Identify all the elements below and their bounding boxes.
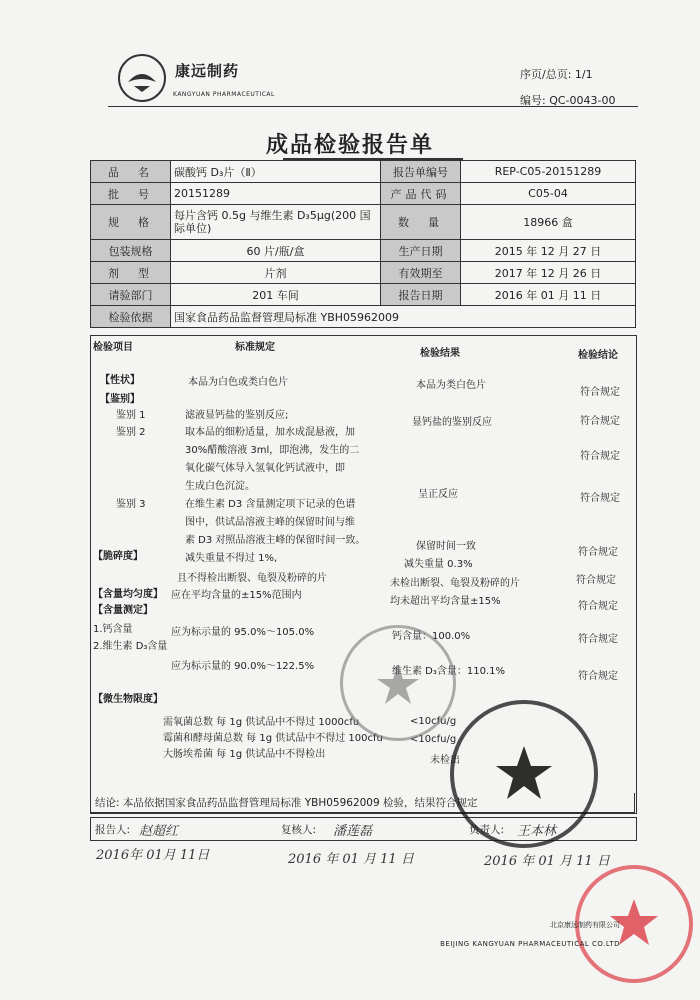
product-value: 碳酸钙 D₃片（Ⅱ）	[171, 161, 381, 183]
ca-std: 应为标示量的 95.0%～105.0%	[171, 627, 315, 638]
eagle-logo-icon	[120, 56, 164, 100]
ident2-conclusion: 符合规定	[580, 451, 620, 462]
date-label: 报告日期	[381, 284, 461, 306]
assay-conclusion: 符合规定	[578, 601, 618, 612]
batch-label: 批 号	[91, 183, 171, 205]
vd-std: 应为标示量的 90.0%～122.5%	[171, 661, 315, 672]
header-divider	[108, 106, 638, 107]
spec-value: 每片含钙 0.5g 与维生素 D₃5μg(200 国际单位)	[171, 205, 381, 240]
ident1-label: 鉴别 1	[116, 410, 146, 421]
reporter-label: 报告人:	[95, 824, 131, 836]
ident1-std: 滤液显钙盐的鉴别反应;	[185, 410, 289, 421]
friab-std-1: 减失重量不得过 1%,	[185, 553, 278, 564]
micro3-std: 大肠埃希菌 每 1g 供试品中不得检出	[163, 749, 326, 760]
reporter-date: 2016年 01月 11日	[96, 848, 210, 863]
reporter-signature: 赵超红	[139, 824, 179, 839]
friab-result-1: 减失重量 0.3%	[404, 559, 473, 570]
reviewer-label: 复核人:	[281, 824, 317, 836]
ident3-std-3: 素 D3 对照品溶液主峰的保留时间一致。	[185, 535, 366, 546]
footer-company-en: BEIJING KANGYUAN PHARMACEUTICAL CO.LTD	[440, 940, 620, 948]
report-no-label: 报告单编号	[381, 161, 461, 183]
unif-std: 应在平均含量的±15%范围内	[171, 590, 302, 601]
head-label: 负责人:	[469, 824, 505, 836]
ident2-result: 呈正反应	[418, 489, 458, 500]
micro1-std: 需氧菌总数 每 1g 供试品中不得过 1000cfu	[163, 717, 360, 728]
ident-heading: 【鉴别】	[100, 394, 140, 405]
ident2-std-3: 氧化碳气体导入氢氧化钙试液中，即	[185, 463, 345, 474]
char-heading: 【性状】	[100, 375, 140, 386]
spec-label: 规 格	[91, 205, 171, 240]
col-std: 标准规定	[235, 342, 275, 353]
ident3-std-1: 在维生素 D3 含量测定项下记录的色谱	[185, 499, 356, 510]
reviewer-date: 2016 年 01 月 11 日	[288, 852, 414, 867]
ident3-result: 保留时间一致	[416, 541, 476, 552]
micro2-result: <10cfu/g	[410, 734, 457, 745]
qc-stamp-kangyuan	[450, 700, 598, 848]
company-logo	[118, 54, 166, 102]
micro3-result: 未检出	[430, 755, 460, 766]
ident3-conclusion: 符合规定	[580, 493, 620, 504]
col-conclusion: 检验结论	[578, 350, 618, 361]
footer-company-cn: 北京康远制药有限公司	[550, 921, 620, 929]
assay-heading: 【含量测定】	[93, 605, 153, 616]
qty-label: 数 量	[381, 205, 461, 240]
unif-conclusion: 符合规定	[576, 575, 616, 586]
page-title: 成品检验报告单	[265, 133, 434, 158]
col-item: 检验项目	[93, 342, 133, 353]
dept-label: 请验部门	[91, 284, 171, 306]
mfg-value: 2015 年 12 月 27 日	[461, 240, 636, 262]
stamp-star-icon	[343, 628, 453, 738]
unif-result: 均未超出平均含量±15%	[390, 596, 501, 607]
ident1-result: 显钙盐的鉴别反应	[412, 417, 492, 428]
batch-value: 20151289	[171, 183, 381, 205]
conclusion: 结论: 本品依据国家食品药品监督管理局标准 YBH05962009 检验，结果符合规定	[90, 793, 635, 813]
friab-std-2: 且不得检出断裂、龟裂及粉碎的片	[177, 573, 327, 584]
head-signature: 王本林	[517, 824, 557, 839]
ident3-label: 鉴别 3	[116, 499, 146, 510]
info-table	[90, 160, 636, 328]
brand-name-en: KANGYUAN PHARMACEUTICAL	[173, 91, 275, 98]
code-value: C05-04	[461, 183, 636, 205]
pack-value: 60 片/瓶/盒	[171, 240, 381, 262]
micro-heading: 【微生物限度】	[93, 694, 163, 705]
reviewer-signature: 潘莲磊	[333, 824, 373, 839]
page-number: 序页/总页: 1/1	[520, 68, 593, 81]
friab-heading: 【脆碎度】	[93, 551, 143, 562]
doc-number: 编号: QC-0043-00	[520, 94, 616, 107]
date-value: 2016 年 01 月 11 日	[461, 284, 636, 306]
basis-label: 检验依据	[91, 306, 171, 328]
unif-heading: 【含量均匀度】	[93, 589, 163, 600]
ident1-conclusion: 符合规定	[580, 416, 620, 427]
form-value: 片剂	[171, 262, 381, 284]
pack-label: 包装规格	[91, 240, 171, 262]
mfg-label: 生产日期	[381, 240, 461, 262]
char-std: 本品为白色或类白色片	[188, 377, 288, 388]
ca-conclusion: 符合规定	[578, 634, 618, 645]
basis-value: 国家食品药品监督管理局标准 YBH05962009	[171, 306, 636, 328]
char-conclusion: 符合规定	[580, 387, 620, 398]
ca-label: 1.钙含量	[93, 624, 133, 635]
exp-label: 有效期至	[381, 262, 461, 284]
product-label: 品 名	[91, 161, 171, 183]
friab-conclusion: 符合规定	[578, 547, 618, 558]
friab-result-2: 未检出断裂、龟裂及粉碎的片	[390, 578, 520, 589]
micro2-std: 霉菌和酵母菌总数 每 1g 供试品中不得过 100cfu	[163, 733, 383, 744]
form-label: 剂 型	[91, 262, 171, 284]
ident2-std-1: 取本品的细粉适量，加水成混悬液，加	[185, 427, 355, 438]
qty-value: 18966 盒	[461, 205, 636, 240]
ident3-std-2: 图中，供试品溶液主峰的保留时间与维	[185, 517, 355, 528]
report-no-value: REP-C05-20151289	[461, 161, 636, 183]
col-result: 检验结果	[420, 348, 460, 359]
ident2-std-2: 30%醋酸溶液 3ml，即泡沸，发生的二	[185, 445, 360, 456]
vd-result: 维生素 D₃含量：110.1%	[392, 666, 506, 677]
code-label: 产品代码	[381, 183, 461, 205]
char-result: 本品为类白色片	[416, 380, 486, 391]
stamp-star-icon	[454, 704, 594, 844]
micro1-result: <10cfu/g	[410, 716, 457, 727]
exp-value: 2017 年 12 月 26 日	[461, 262, 636, 284]
ident2-std-4: 生成白色沉淀。	[185, 481, 255, 492]
brand-name-cn: 康远制药	[175, 62, 240, 80]
vd-label: 2.维生素 D₃含量	[93, 641, 168, 652]
vd-conclusion: 符合规定	[578, 671, 618, 682]
dept-value: 201 车间	[171, 284, 381, 306]
head-date: 2016 年 01 月 11 日	[484, 854, 610, 869]
ident2-label: 鉴别 2	[116, 427, 146, 438]
qc-stamp-dongfang	[340, 625, 456, 741]
ca-result: 钙含量：100.0%	[392, 631, 471, 642]
